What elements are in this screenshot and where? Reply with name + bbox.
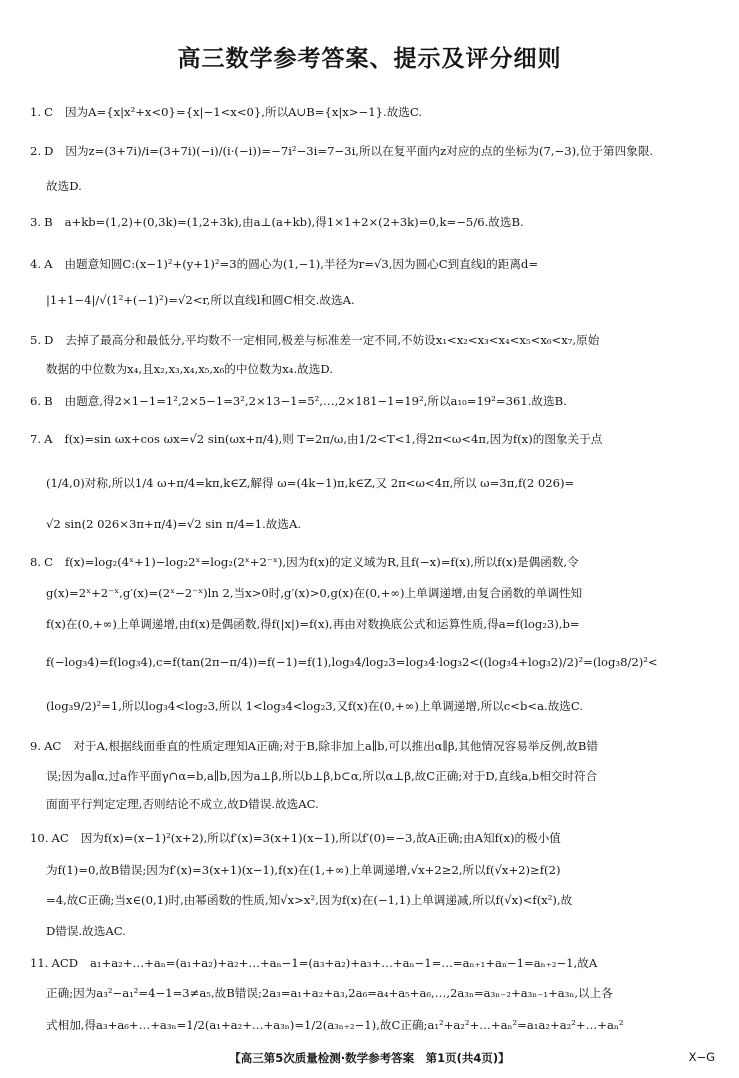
item-line: 因为z=(3+7i)/i=(3+7i)(−i)/(i·(−i))=−7i²−3i=7−3i,所以在复平面内z对应的点的坐标为(7,−3),位于第四象限. xyxy=(65,144,654,158)
item-line: f(x)=sin ωx+cos ωx=√2 sin(ωx+π/4),则 T=2π/ω,由1/2<T<1,得2π<ω<4π,因为f(x)的图象关于点 xyxy=(64,432,603,446)
answer-item-10 xyxy=(30,830,561,846)
item-answer: ACD xyxy=(51,956,78,970)
answer-item-2 xyxy=(30,143,653,159)
item-answer: D xyxy=(44,333,54,347)
item-number: 8. xyxy=(30,555,42,569)
item-line: f(x)在(0,+∞)上单调递增,由f(x)是偶函数,得f(|x|)=f(x),再由对数换底公式和运算性质,得a=f(log₂3),b= xyxy=(46,617,580,631)
answer-item-9 xyxy=(30,738,598,754)
item-answer: AC xyxy=(44,739,62,753)
answer-item-4 xyxy=(30,256,538,272)
item-line: 数据的中位数为x₄,且x₂,x₃,x₄,x₅,x₆的中位数为x₄.故选D. xyxy=(46,362,333,376)
answer-item-8 xyxy=(30,554,579,570)
item-answer: C xyxy=(44,105,53,119)
item-number: 3. xyxy=(30,215,42,229)
answer-item-1 xyxy=(30,104,422,120)
item-line: 为f(1)=0,故B错误;因为f′(x)=3(x+1)(x−1),f(x)在(1,+∞)上单调递增,√x+2≥2,所以f(√x+2)≥f(2) xyxy=(46,863,561,877)
item-line: (1/4,0)对称,所以1/4 ω+π/4=kπ,k∈Z,解得 ω=(4k−1)π,k∈Z,又 2π<ω<4π,所以 ω=3π,f(2 026)= xyxy=(46,476,575,490)
item-line: 由题意知圆C:(x−1)²+(y+1)²=3的圆心为(1,−1),半径为r=√3,因为圆心C到直线l的距离d= xyxy=(64,257,539,271)
item-answer: A xyxy=(44,257,53,271)
item-number: 5. xyxy=(30,333,42,347)
item-answer: D xyxy=(44,144,54,158)
item-line: 式相加,得a₃+a₆+…+a₃ₙ=1/2(a₁+a₂+…+a₃ₙ)=1/2(a₃ₙ₊₂−1),故C正确;a₁²+a₂²+…+aₙ²=a₁a₂+a₂²+…+aₙ² xyxy=(46,1018,624,1032)
item-line: 因为A={x|x²+x<0}={x|−1<x<0},所以A∪B={x|x>−1}.故选C. xyxy=(64,105,423,119)
item-line: D错误.故选AC. xyxy=(46,924,126,938)
item-line: f(x)=log₂(4ˣ+1)−log₂2ˣ=log₂(2ˣ+2⁻ˣ),因为f(x)的定义域为R,且f(−x)=f(x),所以f(x)是偶函数,令 xyxy=(64,555,579,569)
item-line: =4,故C正确;当x∈(0,1)时,由幂函数的性质,知√x>x²,因为f(x)在(−1,1)上单调递减,所以f(√x)<f(x²),故 xyxy=(46,893,573,907)
page-title: 高三数学参考答案、提示及评分细则 xyxy=(177,46,562,72)
item-answer: B xyxy=(44,394,53,408)
page-footer: 【高三第5次质量检测·数学参考答案 第1页(共4页)】 xyxy=(229,1051,510,1065)
item-line: 故选D. xyxy=(46,179,82,193)
item-line: 面面平行判定定理,否则结论不成立,故D错误.故选AC. xyxy=(46,797,319,811)
item-line: 由题意,得2×1−1=1²,2×5−1=3²,2×13−1=5²,…,2×181−1=19²,所以a₁₀=19²=361.故选B. xyxy=(64,394,567,408)
item-line: 对于A,根据线面垂直的性质定理知A正确;对于B,除非加上a∥b,可以推出α∥β,其他情况容易举反例,故B错 xyxy=(73,739,598,753)
item-number: 6. xyxy=(30,394,42,408)
answer-item-3 xyxy=(30,214,524,230)
answer-item-11 xyxy=(30,955,597,971)
item-number: 1. xyxy=(30,105,42,119)
item-answer: B xyxy=(44,215,53,229)
item-answer: A xyxy=(44,432,53,446)
item-line: 正确;因为a₃²−a₁²=4−1=3≠a₅,故B错误;2a₃=a₁+a₂+a₃,2a₆=a₄+a₅+a₆,…,2a₃ₙ=a₃ₙ₋₂+a₃ₙ₋₁+a₃ₙ,以上各 xyxy=(46,986,613,1000)
document-code: X−G xyxy=(688,1050,715,1064)
item-number: 4. xyxy=(30,257,42,271)
item-line: 因为f(x)=(x−1)²(x+2),所以f′(x)=3(x+1)(x−1),所以f′(0)=−3,故A正确;由A知f(x)的极小值 xyxy=(80,831,561,845)
item-line: a+kb=(1,2)+(0,3k)=(1,2+3k),由a⊥(a+kb),得1×1+2×(2+3k)=0,k=−5/6.故选B. xyxy=(64,215,524,229)
item-line: √2 sin(2 026×3π+π/4)=√2 sin π/4=1.故选A. xyxy=(46,517,302,531)
answer-item-5 xyxy=(30,332,599,348)
item-number: 9. xyxy=(30,739,42,753)
item-number: 2. xyxy=(30,144,42,158)
item-number: 11. xyxy=(30,956,49,970)
item-line: |1+1−4|/√(1²+(−1)²)=√2<r,所以直线l和圆C相交.故选A. xyxy=(46,293,355,307)
item-line: 误;因为a∥α,过a作平面γ∩α=b,a∥b,因为a⊥β,所以b⊥β,b⊂α,所以α⊥β,故C正确;对于D,直线a,b相交时符合 xyxy=(46,769,598,783)
item-number: 10. xyxy=(30,831,49,845)
item-line: 去掉了最高分和最低分,平均数不一定相同,极差与标准差一定不同,不妨设x₁<x₂<x₃<x₄<x₅<x₆<x₇,原始 xyxy=(65,333,600,347)
item-number: 7. xyxy=(30,432,42,446)
answer-item-6 xyxy=(30,393,567,409)
item-line: a₁+a₂+…+aₙ=(a₁+a₂)+a₂+…+aₙ−1=(a₃+a₂)+a₃+…+aₙ−1=…=aₙ₊₁+aₙ−1=aₙ₊₂−1,故A xyxy=(90,956,598,970)
item-answer: C xyxy=(44,555,53,569)
item-line: g(x)=2ˣ+2⁻ˣ,g′(x)=(2ˣ−2⁻ˣ)ln 2,当x>0时,g′(x)>0,g(x)在(0,+∞)上单调递增,由复合函数的单调性知 xyxy=(46,586,583,600)
item-line: f(−log₃4)=f(log₃4),c=f(tan(2π−π/4))=f(−1)=f(1),log₃4/log₂3=log₃4·log₃2<((log₃4+log₃2)/2)²=(log₃8/2)²< xyxy=(46,655,658,669)
answer-item-7 xyxy=(30,431,602,447)
item-answer: AC xyxy=(51,831,69,845)
item-line: (log₃9/2)²=1,所以log₃4<log₂3,所以 1<log₃4<log₂3,又f(x)在(0,+∞)上单调递增,所以c<b<a.故选C. xyxy=(46,699,584,713)
